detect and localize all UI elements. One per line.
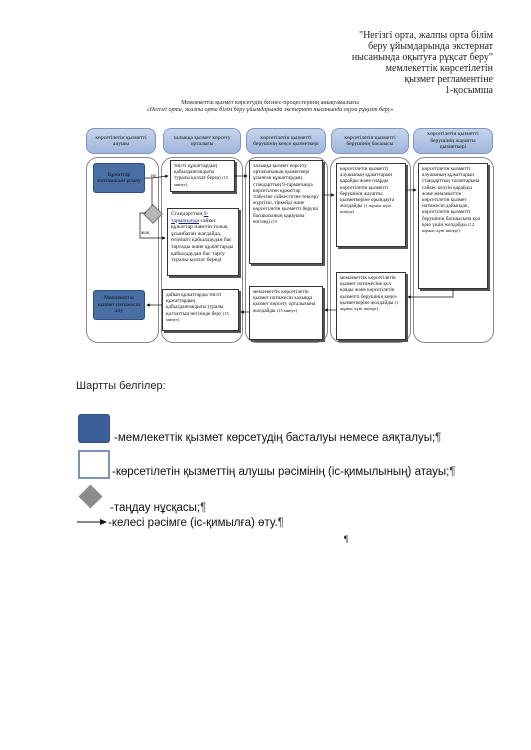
- pilcrow-mark: ¶: [449, 466, 456, 478]
- arrow-to-sign: [408, 289, 453, 297]
- lane-header-responsible: көрсетілетін қызметті берушінің жауапты қызметкері: [413, 128, 493, 154]
- header-line-1: "Негізгі орта, жалпы орта білім: [358, 30, 493, 41]
- legend-item-arrow: [108, 517, 284, 529]
- standard-clause-link[interactable]: 9-тармағында: [171, 211, 209, 224]
- legend-item-2-text: -көрсетілетін қызметтің алушы рәсімінің (іс-қимылының) атауы;: [112, 466, 450, 478]
- header-line-2: беру ұйымдарында экстернат: [368, 41, 493, 52]
- header-line-6: 1-қосымша: [444, 85, 493, 96]
- step-sign-time: (1 жұмыс күні ішінде): [340, 299, 399, 312]
- step-send-result-time: (15 минут): [276, 307, 298, 313]
- legend-item-start-end: [114, 432, 441, 444]
- lane-header-service-center: халыққа қызмет көрсету орталығы: [163, 128, 241, 154]
- step-issue-result-text: дайын құжаттарды тиісті құжаттардың қабылданғандығы туралы қолхаттың негізінде беру: [166, 292, 224, 317]
- step-sign-text: мемлекеттік көрсетілетін қызмет нәтижесіне қол қояды және көрсетілетін қызметті берушінің кеңсе қызметкеріне жолдайды: [340, 275, 397, 306]
- step-review-text: көрсетілетін қызметті алушының құжаттарын қарайды және оларды көрсетілетін қызметті берушінің жауапты қызметкеріне орындауға жолдайды: [340, 166, 395, 210]
- step-issue-receipt-text: тиісті құжаттардың қабылданғандығы туралы қолхат береді: [174, 163, 221, 182]
- legend-item-3-text: -таңдау нұсқасы;: [110, 502, 201, 514]
- arrow-no: [140, 213, 165, 238]
- header-line-4: мемлекеттік көрсетілетін: [385, 63, 493, 74]
- refuse-text-b: сәйкес құжаттар пакетін толық ұсынбаған жағдайда, өтінішті қабылдаудан бас тартады және құжаттарды қабылдаудан бас тарту туралы қолхат береді: [171, 217, 234, 264]
- legend-item-step: [112, 466, 456, 478]
- no-label: жоқ: [141, 231, 150, 236]
- step-review-time: (1 жұмыс күні ішінде): [340, 203, 392, 215]
- step-register-time: (15: [271, 218, 278, 224]
- legend-start-end-shape: [78, 414, 110, 443]
- refuse-text-a: Стандарттың: [171, 211, 203, 217]
- diagram-title: Мемлекеттік қызмет көрсетудің бизнес-процестерінің анықтамалығы: [181, 100, 359, 106]
- lane-header-recipient: көрсетілетін қызметті алушы: [86, 128, 156, 154]
- legend-item-decision: [110, 502, 206, 514]
- lane-header-office-staff: көрсетілетін қызметті берушінің кеңсе қызметкері: [246, 128, 326, 154]
- arrow-yes: [152, 176, 168, 178]
- arrow-start-to-decision: [145, 178, 152, 206]
- end-step: Мемлекеттік қызмет нәтижесін алу: [93, 290, 145, 320]
- start-step: Құжаттар топтамасын ұсыну: [93, 163, 145, 193]
- step-issue-result-time: (15 минут): [166, 310, 229, 322]
- legend-item-1-text: -мемлекеттік қызмет көрсетудің басталуы немесе аяқталуы;: [114, 432, 436, 444]
- legend-heading: Шартты белгілер:: [76, 380, 166, 392]
- lane-header-head: көрсетілетін қызметті берушінің басшысы: [331, 128, 409, 154]
- header-line-3: нысанында оқытуға рұқсат беру": [351, 52, 493, 63]
- yes-label: иә: [151, 174, 156, 179]
- step-prepare-text: көрсетілетін қызметті алушының құжаттарын стандарттың талаптарына сәйкес келуін қарайды және мемлекеттік көрсетілетін қызмет нәтижесін дайындап, көрсетілетін қызметті берушінің басшысына қол қою үшін жолдайды: [422, 166, 481, 228]
- header-line-5: қызмет регламентіне: [404, 74, 493, 85]
- step-register-text: халыққа қызмет көрсету орталығының қызметкері ұсынған құжаттардың стандарттың 9-тармағында көрсетілген құжаттар тізбесіне сәйкестігіне тексеру жүргізіп, тіркейді және көрсетілетін қызметті беруші басшысының қарауына енгізеді: [253, 163, 319, 225]
- step-send-result-text: мемлекеттік көрсетілетін қызмет нәтижесін халыққа қызмет көрсету орталығына жолдайды: [253, 289, 316, 314]
- end-pilcrow: ¶: [344, 534, 349, 544]
- legend-item-4-text: -келесі рәсімге (іс-қимылға) өту.: [108, 517, 278, 529]
- legend-step-shape: [78, 450, 110, 479]
- pilcrow-mark: ¶: [435, 432, 442, 444]
- pilcrow-mark: ¶: [277, 517, 284, 529]
- pilcrow-mark: ¶: [200, 502, 207, 514]
- step-issue-receipt-time: (15 минут): [174, 175, 229, 187]
- legend-arrow-shape: [76, 516, 110, 528]
- diagram-subtitle: «Негізгі орта, жалпы орта білім беру ұйымдарында экстернат нысанында оқуға рұқсат беру»: [146, 107, 394, 113]
- step-prepare-time: (12 жұмыс күні ішінде): [422, 221, 475, 234]
